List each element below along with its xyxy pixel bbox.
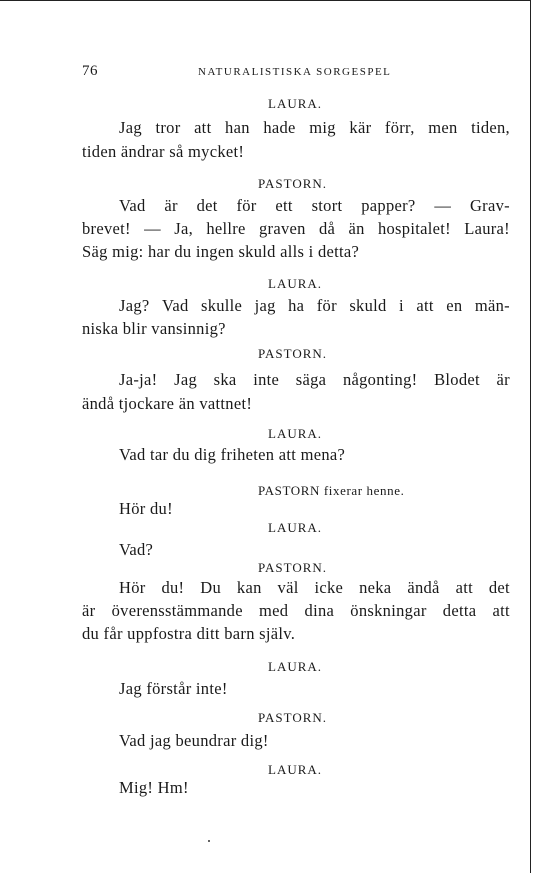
word: Grav- (469, 196, 510, 215)
word: än (348, 219, 365, 238)
word: Du (200, 578, 222, 597)
word: graven (258, 219, 306, 238)
word: Vad (119, 196, 146, 215)
word: kan (236, 578, 262, 597)
word: är (82, 601, 96, 620)
word: ha (288, 296, 305, 315)
word: en (446, 296, 463, 315)
word: ska (213, 370, 237, 389)
word: för (316, 296, 337, 315)
word: för (236, 196, 257, 215)
word: inte (253, 370, 280, 389)
dialogue-line: ändå tjockare än vattnet! (82, 394, 253, 413)
word: med (259, 601, 289, 620)
word: hospitalet! (377, 219, 451, 238)
word: förr, (384, 118, 415, 137)
word: stort (311, 196, 343, 215)
dialogue-line-justified (82, 296, 510, 316)
dialogue-line: tiden ändrar så mycket! (82, 142, 245, 161)
word: — (144, 219, 161, 238)
word: är (164, 196, 178, 215)
dialogue-line: Säg mig: har du ingen skuld alls i detta? (82, 242, 360, 261)
speaker-name: LAURA. (268, 762, 323, 777)
word: mig (309, 118, 336, 137)
word: det (196, 196, 218, 215)
word: önskningar (350, 601, 427, 620)
word: du! (161, 578, 185, 597)
dialogue-line-justified (82, 219, 510, 239)
word: män- (474, 296, 510, 315)
word: väl (277, 578, 299, 597)
word: Vad (161, 296, 189, 315)
word: detta (442, 601, 477, 620)
word: i (399, 296, 404, 315)
word: skulle (200, 296, 243, 315)
word: Jag (174, 370, 197, 389)
speaker-name: PASTORN. (258, 560, 328, 575)
dialogue-line-justified (82, 196, 510, 216)
word: att (455, 578, 473, 597)
word: jag (254, 296, 276, 315)
word: ändå (407, 578, 440, 597)
speaker-name: PASTORN. (258, 346, 328, 361)
word: han (225, 118, 250, 137)
speaker-name: LAURA. (268, 426, 323, 441)
word: dina (304, 601, 335, 620)
dialogue-line-justified (82, 370, 510, 390)
speaker-name: LAURA. (268, 96, 323, 111)
word: att (416, 296, 434, 315)
word: tror (155, 118, 181, 137)
word: tiden, (471, 118, 510, 137)
speaker-name: LAURA. (268, 659, 323, 674)
word: men (428, 118, 458, 137)
ink-speck (208, 840, 210, 842)
speaker-name: PASTORN. (258, 176, 328, 191)
word: brevet! (82, 219, 131, 238)
word: att (492, 601, 510, 620)
speaker-name: PASTORN. (258, 710, 328, 725)
word: ett (275, 196, 293, 215)
dialogue-line: niska blir vansinnig? (82, 319, 226, 338)
word: Blodet (434, 370, 480, 389)
word: Jag (119, 118, 142, 137)
dialogue-line: du får uppfostra ditt barn själv. (82, 624, 296, 643)
word: någonting! (342, 370, 418, 389)
word: Hör (119, 578, 146, 597)
dialogue-line: Mig! Hm! (119, 778, 189, 797)
speaker-name: LAURA. (268, 520, 323, 535)
word: Jag? (119, 296, 150, 315)
word: Ja-ja! (119, 370, 158, 389)
dialogue-line: Hör du! (119, 499, 173, 518)
word: är (496, 370, 510, 389)
word: Ja, (174, 219, 194, 238)
word: hellre (206, 219, 246, 238)
word: överensstämmande (111, 601, 243, 620)
dialogue-line: Vad jag beundrar dig! (119, 731, 269, 750)
speaker-name: LAURA. (268, 276, 323, 291)
dialogue-line-justified (82, 578, 510, 598)
running-title: NATURALISTISKA SORGESPEL (198, 66, 392, 78)
dialogue-line-justified (82, 118, 510, 138)
word: kär (349, 118, 372, 137)
dialogue-line: Vad tar du dig friheten att mena? (119, 445, 346, 464)
dialogue-line: Vad? (119, 540, 154, 559)
word: hade (263, 118, 296, 137)
dialogue-line: Jag förstår inte! (119, 679, 228, 698)
word: — (434, 196, 452, 215)
word: då (318, 219, 336, 238)
word: papper? (361, 196, 416, 215)
word: Laura! (464, 219, 510, 238)
word: icke (314, 578, 344, 597)
speaker-name: PASTORN fixerar henne. (258, 483, 405, 498)
word: att (194, 118, 212, 137)
page-number: 76 (82, 63, 98, 79)
word: det (488, 578, 510, 597)
word: skuld (349, 296, 387, 315)
word: neka (359, 578, 392, 597)
word: säga (295, 370, 327, 389)
dialogue-line-justified (82, 601, 510, 621)
